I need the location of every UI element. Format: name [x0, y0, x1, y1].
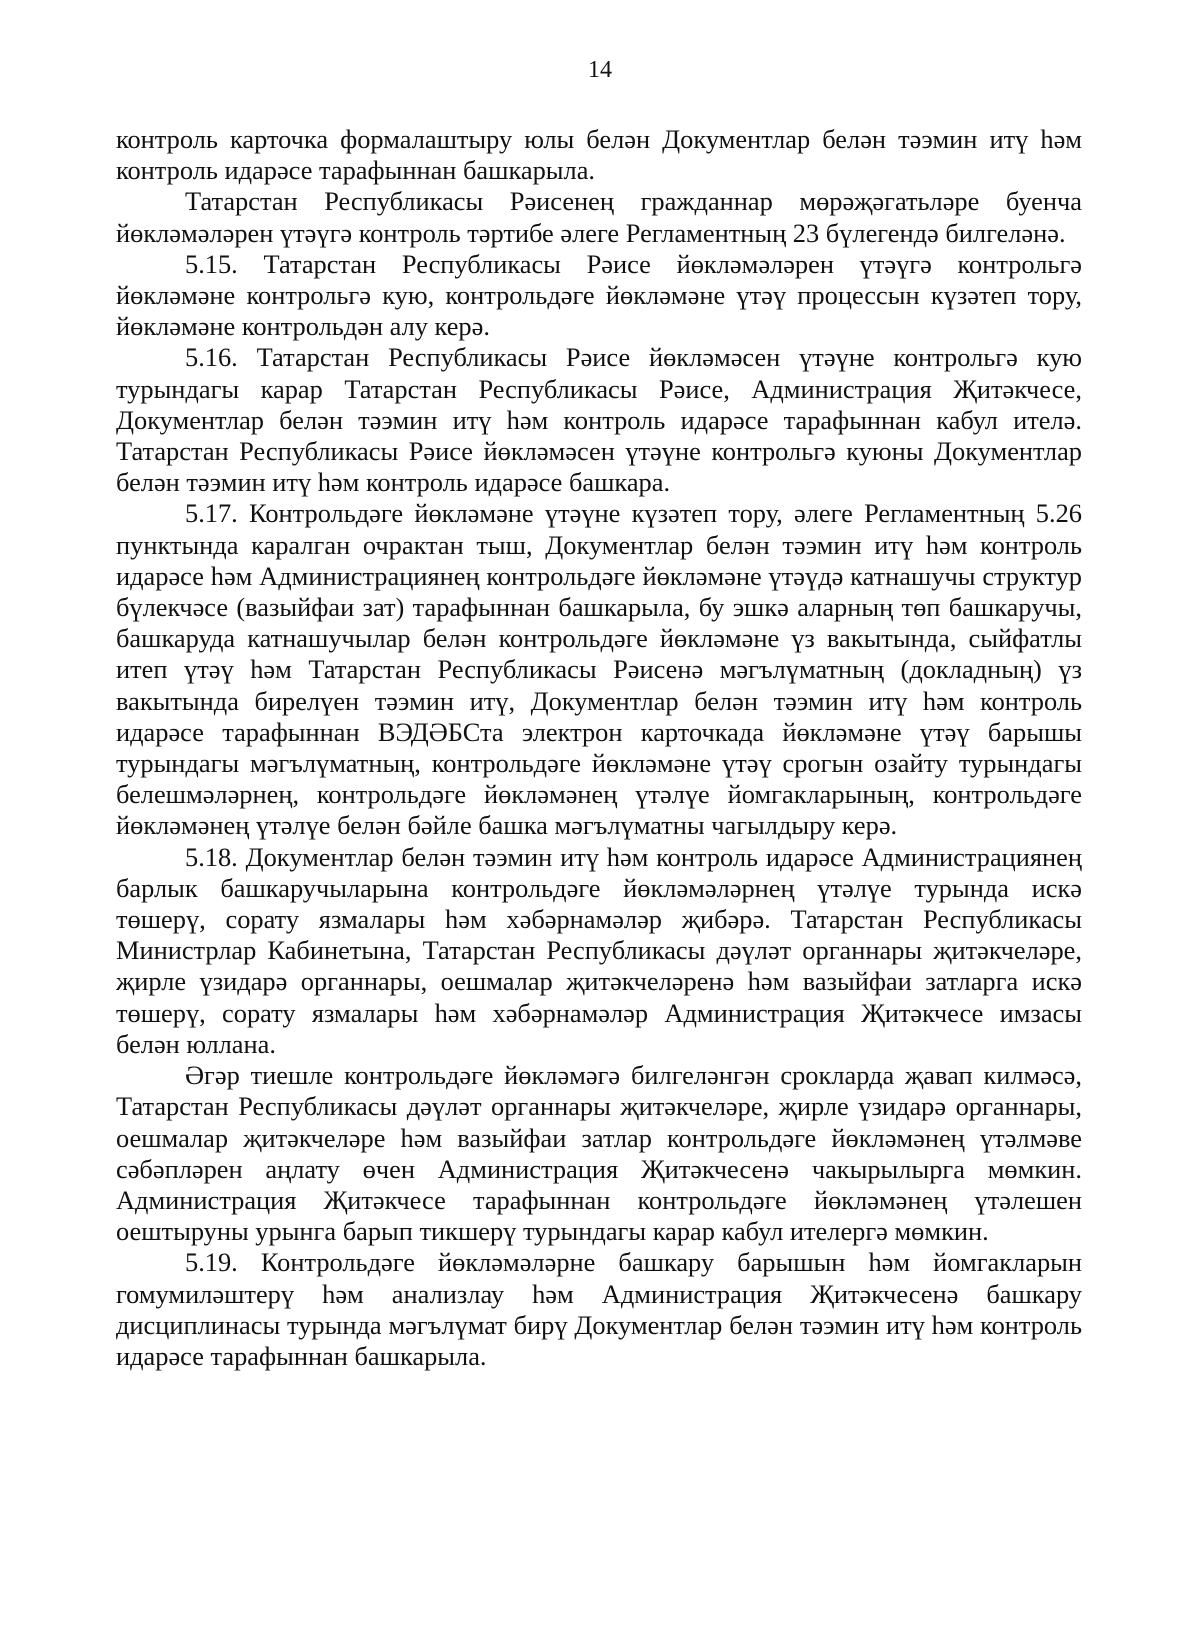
- paragraph-5-17: 5.17. Контрольдәге йөкләмәне үтәүне күзәтеп тору, әлеге Регламентның 5.26 пунктында каралган очрактан тыш, Документлар белән тәэмин итү һәм контроль идарәсе һәм Администрациянең контрольдәге йөкләмәне үтәүдә катнашучы структур бүлекчәсе (вазыйфаи зат) тарафыннан башкарыла, бу эшкә аларның төп башкаручы, башкаруда катнашучылар белән контрольдәге йөкләмәне үз вакытында, сыйфатлы итеп үтәү һәм Татарстан Республикасы Рәисенә мәгълүматның (докладның) үз вакытында бирелүен тәэмин итү, Документлар белән тәэмин итү һәм контроль идарәсе тарафыннан ВЭДӘБСта электрон карточкада йөкләмәне үтәү барышы турындагы мәгълүматның, контрольдәге йөкләмәне үтәү срогын озайту турындагы белешмәләрнең, контрольдәге йөкләмәнең үтәлүе йомгакларының, контрольдәге йөкләмәнең үтәлүе белән бәйле башка мәгълүматны чагылдыру керә.: [116, 498, 1082, 841]
- paragraph-5-19: 5.19. Контрольдәге йөкләмәләрне башкару барышын һәм йомгакларын гомумиләштерү һәм анализлау һәм Администрация Җитәкчесенә башкару дисциплинасы турында мәгълүмат бирү Документлар белән тәэмин итү һәм контроль идарәсе тарафыннан башкарыла.: [116, 1247, 1082, 1371]
- document-body: [116, 124, 1082, 1372]
- paragraph-citizen-appeals: Татарстан Республикасы Рәисенең гражданнар мөрәҗәгатьләре буенча йөкләмәләрен үтәүгә контроль тәртибе әлеге Регламентның 23 бүлегендә билгеләнә.: [116, 186, 1082, 248]
- paragraph-5-15: 5.15. Татарстан Республикасы Рәисе йөкләмәләрен үтәүгә контрольгә йөкләмәне контрольгә кую, контрольдәге йөкләмәне үтәү процессын күзәтеп тору, йөкләмәне контрольдән алу керә.: [116, 248, 1082, 342]
- page-number: 14: [588, 57, 612, 83]
- paragraph-no-response: Әгәр тиешле контрольдәге йөкләмәгә билгеләнгән срокларда җавап килмәсә, Татарстан Республикасы дәүләт органнары җитәкчеләре, җирле үзидарә органнары, оешмалар җитәкчеләре һәм вазыйфаи затлар контрольдәге йөкләмәнең үтәлмәве сәбәпләрен аңлату өчен Администрация Җитәкчесенә чакырылырга мөмкин. Администрация Җитәкчесе тарафыннан контрольдәге йөкләмәнең үтәлешен оештыруны урынга барып тикшерү турындагы карар кабул ителергә мөмкин.: [116, 1060, 1082, 1247]
- paragraph-continuation: контроль карточка формалаштыру юлы белән Документлар белән тәэмин итү һәм контроль идарәсе тарафыннан башкарыла.: [116, 124, 1082, 186]
- paragraph-5-16: 5.16. Татарстан Республикасы Рәисе йөкләмәсен үтәүне контрольгә кую турындагы карар Татарстан Республикасы Рәисе, Администрация Җитәкчесе, Документлар белән тәэмин итү һәм контроль идарәсе тарафыннан кабул ителә. Татарстан Республикасы Рәисе йөкләмәсен үтәүне контрольгә куюны Документлар белән тәэмин итү һәм контроль идарәсе башкара.: [116, 342, 1082, 498]
- paragraph-5-18: 5.18. Документлар белән тәэмин итү һәм контроль идарәсе Администрациянең барлык башкаручыларына контрольдәге йөкләмәләрнең үтәлүе турында искә төшерү, сорату язмалары һәм хәбәрнамәләр җибәрә. Татарстан Республикасы Министрлар Кабинетына, Татарстан Республикасы дәүләт органнары җитәкчеләре, җирле үзидарә органнары, оешмалар җитәкчеләренә һәм вазыйфаи затларга искә төшерү, сорату язмалары һәм хәбәрнамәләр Администрация Җитәкчесе имзасы белән юллана.: [116, 841, 1082, 1059]
